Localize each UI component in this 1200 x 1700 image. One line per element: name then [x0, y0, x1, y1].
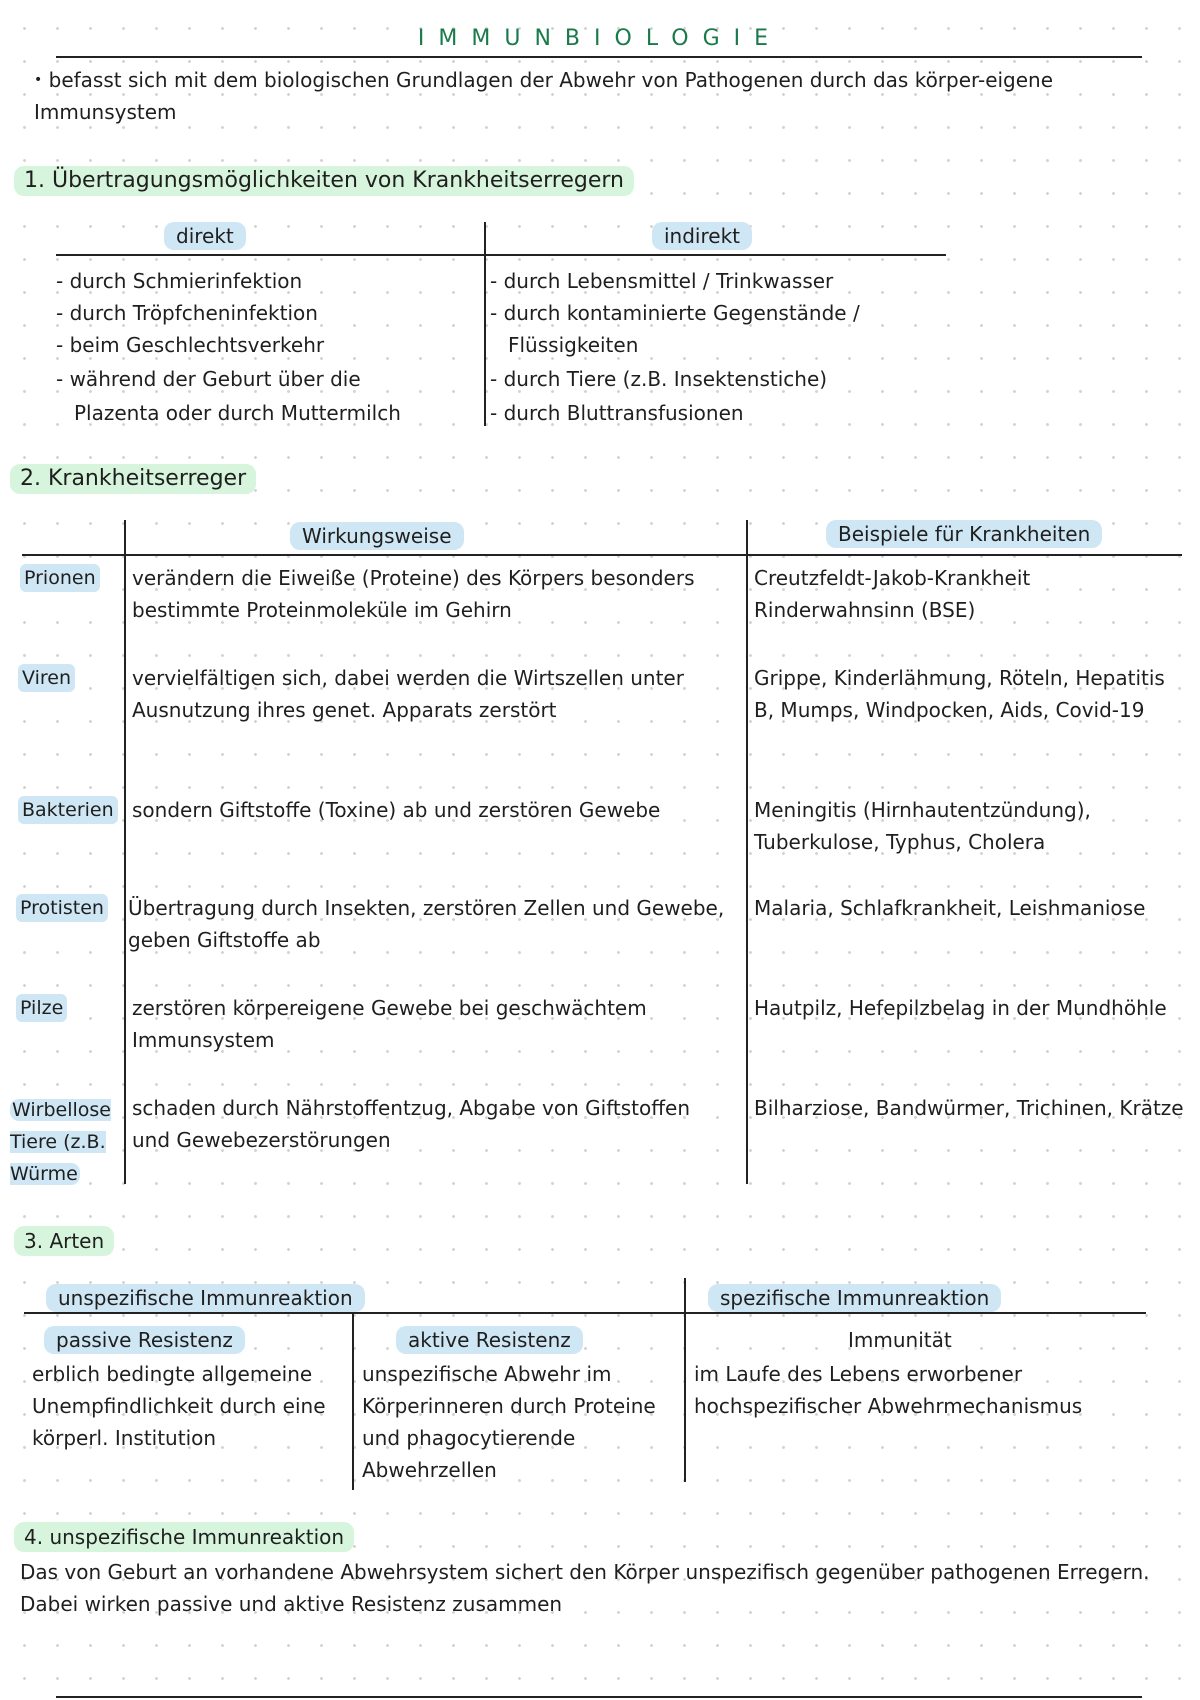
section-1-heading: 1. Übertragungsmöglichkeiten von Krankheitserregern	[14, 166, 634, 196]
pathogen-effect: schaden durch Nährstoffentzug, Abgabe von Giftstoffen und Gewebezerstörungen	[132, 1096, 690, 1152]
aktive-resistenz-text: unspezifische Abwehr im Körperinneren durch Proteine und phagocytierende Abwehrzellen	[362, 1362, 656, 1482]
disease-examples: Creutzfeldt-Jakob-Krankheit Rinderwahnsinn (BSE)	[754, 566, 1031, 622]
aktive-resistenz-header: aktive Resistenz	[396, 1326, 583, 1354]
passive-resistenz-header: passive Resistenz	[44, 1326, 245, 1354]
pathogen-name: Protisten	[16, 894, 108, 922]
direkt-item: - beim Geschlechtsverkehr	[56, 333, 325, 357]
passive-resistenz-text: erblich bedingte allgemeine Unempfindlichkeit durch eine körperl. Institution	[32, 1362, 326, 1450]
pathogen-name: Prionen	[20, 564, 100, 592]
pathogen-name: Pilze	[16, 994, 67, 1022]
indirekt-item: - durch kontaminierte Gegenstände /	[490, 301, 860, 325]
pathogen-name: Viren	[18, 664, 75, 692]
pathogen-effect: vervielfältigen sich, dabei werden die Wirtszellen unter Ausnutzung ihres genet. Apparats zerstört	[132, 666, 684, 722]
section-2-right-divider	[746, 520, 748, 1184]
immunitaet-header: Immunität	[848, 1328, 952, 1352]
disease-examples: Hautpilz, Hefepilzbelag in der Mundhöhle	[754, 996, 1167, 1020]
direkt-item: - durch Schmierinfektion	[56, 269, 303, 293]
indirekt-item: Flüssigkeiten	[508, 333, 639, 357]
pathogen-name: Bakterien	[18, 796, 118, 824]
page-title-text: IMMUNBIOLOGIE	[417, 26, 783, 51]
section-1-header-rule	[56, 254, 946, 256]
immunitaet-text: im Laufe des Lebens erworbener hochspezifischer Abwehrmechanismus	[694, 1362, 1083, 1418]
section-3-sub-divider	[352, 1312, 354, 1490]
indirekt-header: indirekt	[652, 222, 752, 250]
section-2-left-divider	[124, 520, 126, 1184]
section-3-header-rule	[24, 1312, 1146, 1314]
intro-text: • befasst sich mit dem biologischen Grundlagen der Abwehr von Pathogenen durch das körper-eigene Immunsystem	[34, 68, 1054, 124]
beispiele-header: Beispiele für Krankheiten	[826, 520, 1102, 548]
disease-examples: Malaria, Schlafkrankheit, Leishmaniose	[754, 896, 1146, 920]
section-3-main-divider	[684, 1278, 686, 1482]
indirekt-item: - durch Tiere (z.B. Insektenstiche)	[490, 367, 828, 391]
direkt-item: - durch Tröpfcheninfektion	[56, 301, 318, 325]
spezifische-header: spezifische Immunreaktion	[708, 1284, 1001, 1312]
indirekt-item: - durch Bluttransfusionen	[490, 401, 744, 425]
indirekt-item: - durch Lebensmittel / Trinkwasser	[490, 269, 834, 293]
pathogen-name-text: Wirbellose Tiere (z.B. Würme	[10, 1099, 111, 1185]
pathogen-effect: Übertragung durch Insekten, zerstören Zellen und Gewebe, geben Giftstoffe ab	[128, 896, 725, 952]
pathogen-effect: verändern die Eiweiße (Proteine) des Körpers besonders bestimmte Proteinmoleküle im Gehirn	[132, 566, 695, 622]
title-underline	[56, 56, 1142, 58]
disease-examples: Grippe, Kinderlähmung, Röteln, Hepatitis B, Mumps, Windpocken, Aids, Covid-19	[754, 666, 1165, 722]
pathogen-name	[10, 1094, 110, 1190]
page-title	[0, 26, 1200, 51]
section-4-text: Das von Geburt an vorhandene Abwehrsystem sichert den Körper unspezifisch gegenüber pathogenen Erregern. Dabei wirken passive und aktive Resistenz zusammen	[20, 1560, 1150, 1616]
pathogen-effect: zerstören körpereigene Gewebe bei geschwächtem Immunsystem	[132, 996, 647, 1052]
section-1-divider	[484, 222, 486, 426]
section-2-header-rule	[22, 554, 1182, 556]
section-4-heading: 4. unspezifische Immunreaktion	[14, 1522, 354, 1552]
page-bottom-rule	[56, 1696, 1142, 1698]
direkt-item: Plazenta oder durch Muttermilch	[74, 401, 401, 425]
unspezifische-header: unspezifische Immunreaktion	[46, 1284, 365, 1312]
section-2-heading: 2. Krankheitserreger	[10, 464, 256, 494]
direkt-item: - während der Geburt über die	[56, 367, 361, 391]
direkt-header: direkt	[164, 222, 246, 250]
pathogen-effect: sondern Giftstoffe (Toxine) ab und zerstören Gewebe	[132, 798, 661, 822]
disease-examples: Bilharziose, Bandwürmer, Trichinen, Krätze	[754, 1096, 1184, 1120]
disease-examples: Meningitis (Hirnhautentzündung), Tuberkulose, Typhus, Cholera	[754, 798, 1091, 854]
intro-sentence: befasst sich mit dem biologischen Grundlagen der Abwehr von Pathogenen durch das körper-eigene Immunsystem	[34, 68, 1054, 124]
section-3-heading: 3. Arten	[14, 1226, 114, 1256]
wirkungsweise-header: Wirkungsweise	[290, 522, 464, 550]
